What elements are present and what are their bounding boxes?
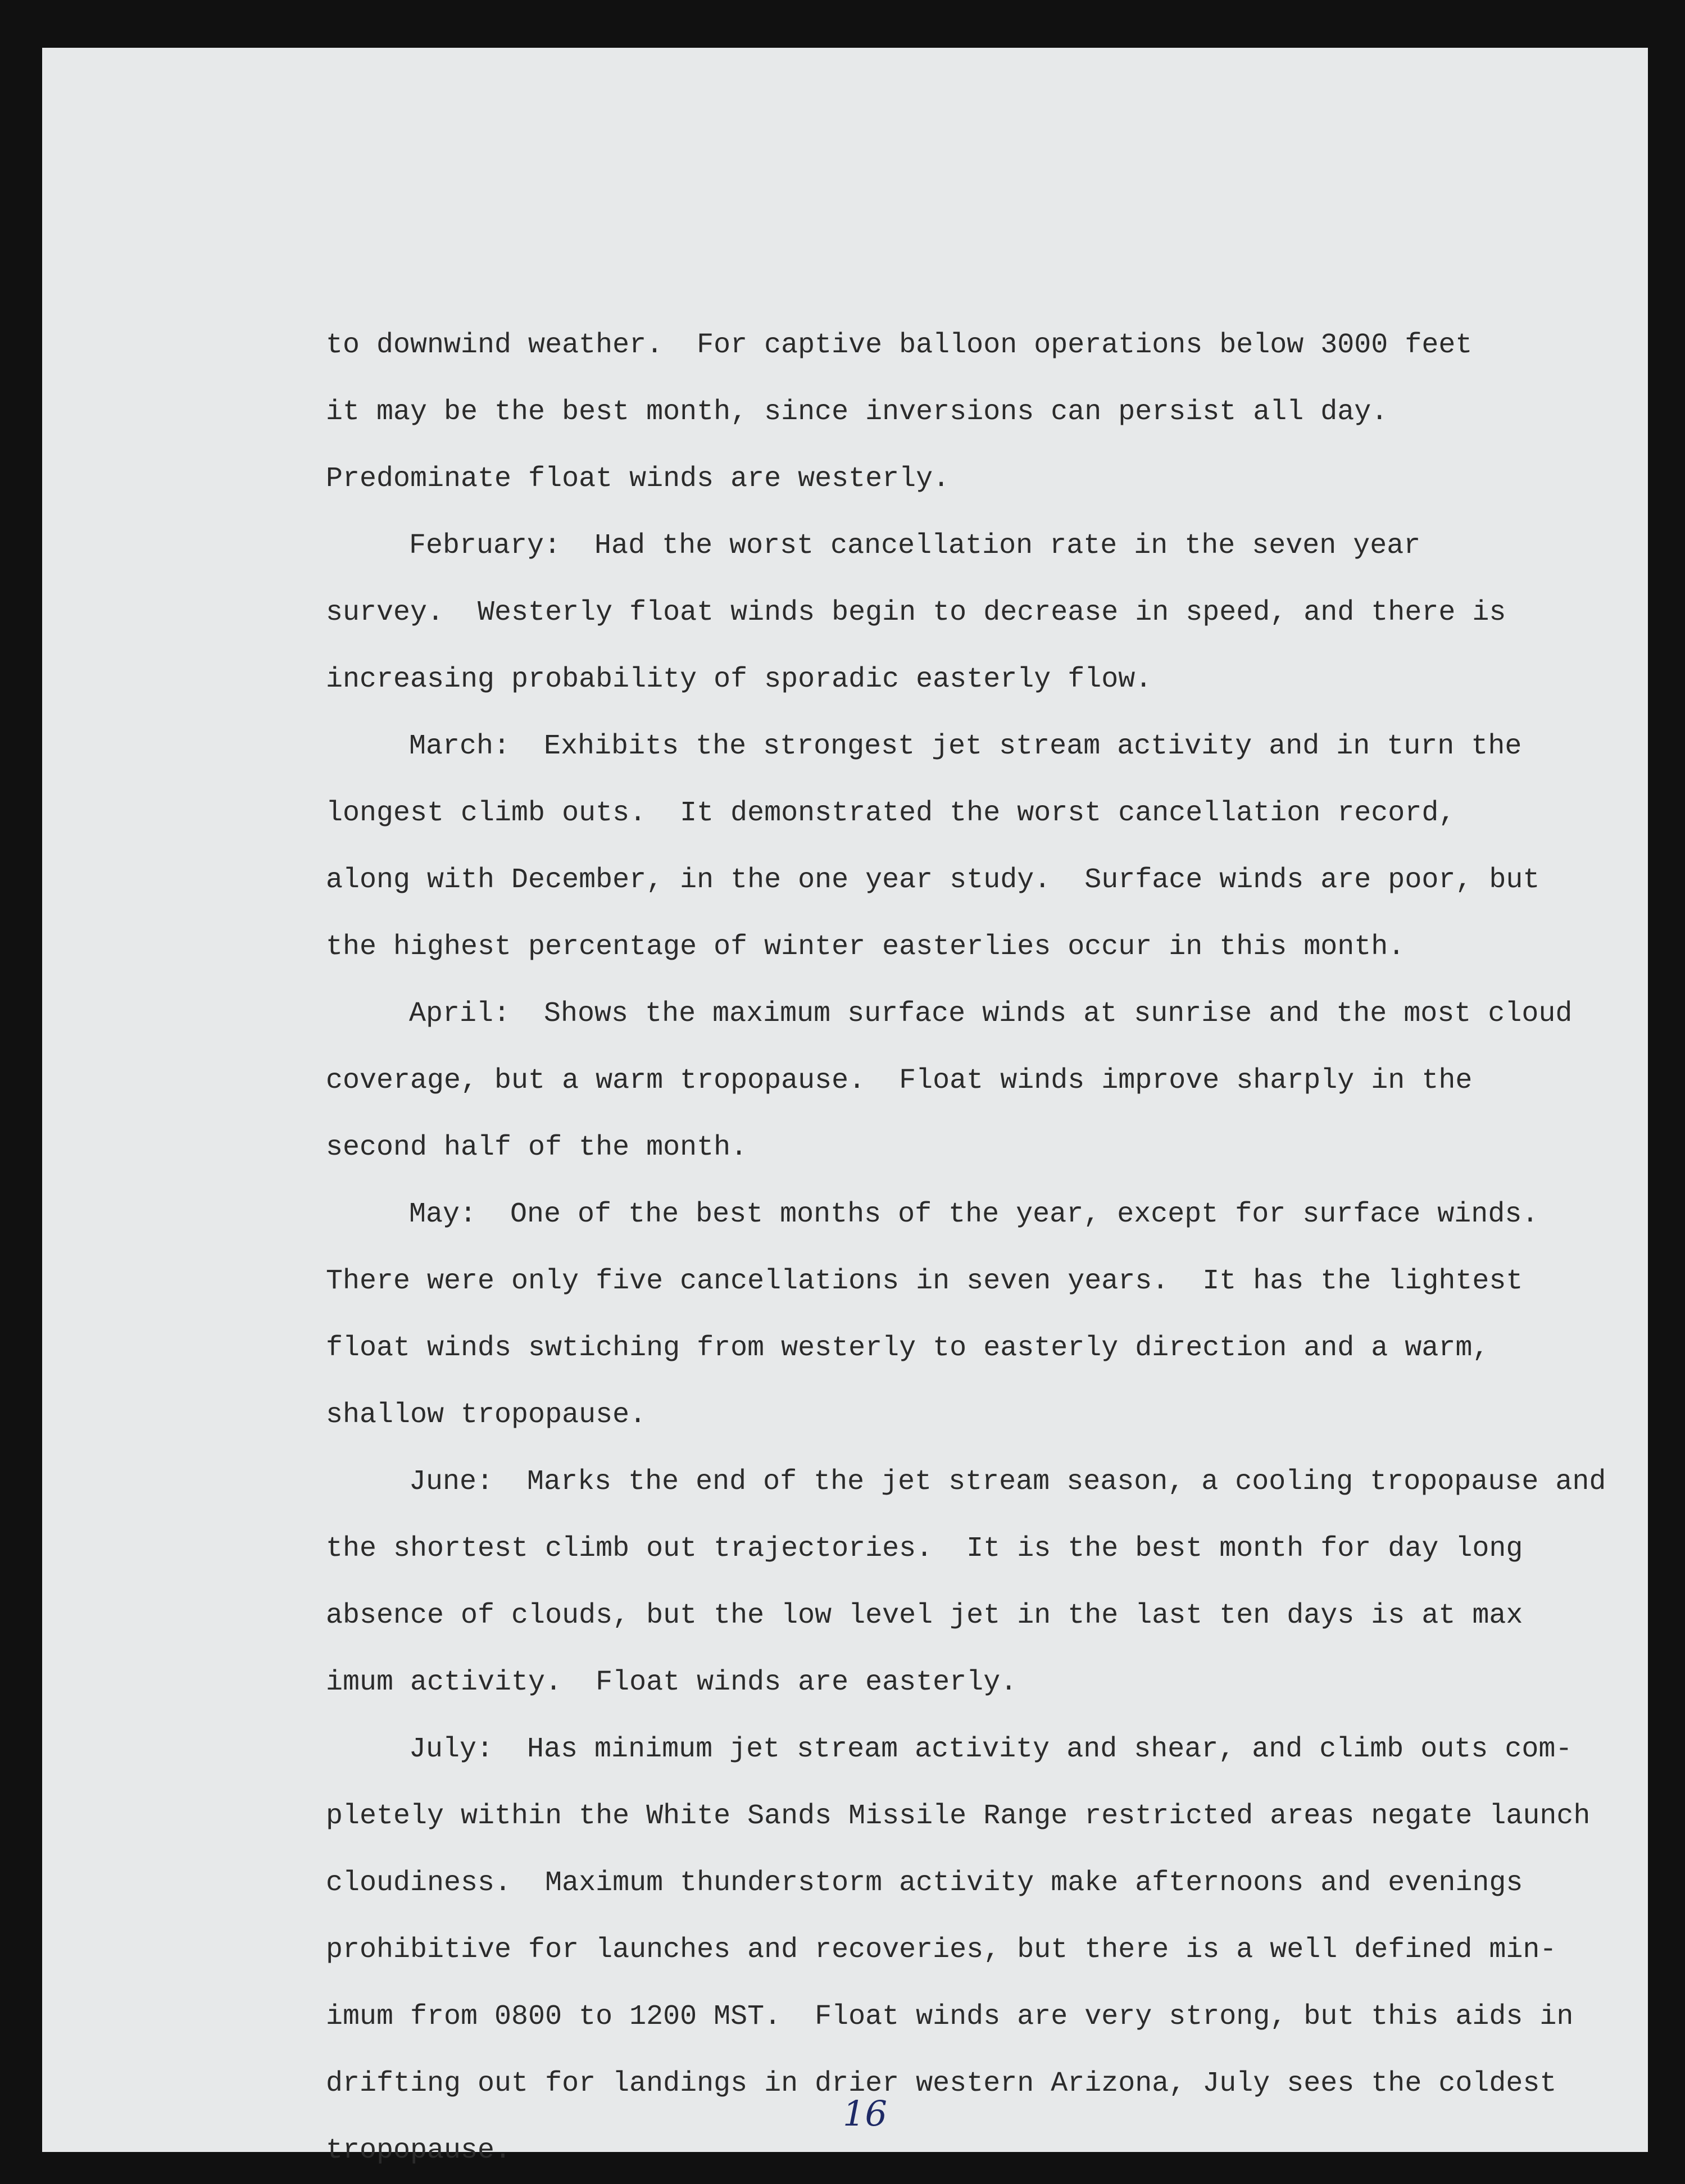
- text-line: imum activity. Float winds are easterly.: [326, 1667, 1018, 1699]
- text-line-february: February: Had the worst cancellation rate in the seven year: [409, 530, 1421, 562]
- body-text: [326, 312, 1618, 2184]
- text-line: prohibitive for launches and recoveries, but there is a well defined min-: [326, 1934, 1557, 1966]
- text-line-july: July: Has minimum jet stream activity and shear, and climb outs com-: [409, 1733, 1573, 1765]
- text-line: Predominate float winds are westerly.: [326, 463, 950, 495]
- text-line: to downwind weather. For captive balloon operations below 3000 feet: [326, 329, 1473, 361]
- text-line: There were only five cancellations in seven years. It has the lightest: [326, 1265, 1523, 1297]
- text-line-june: June: Marks the end of the jet stream season, a cooling tropopause and: [409, 1466, 1606, 1498]
- text-line: the shortest climb out trajectories. It is the best month for day long: [326, 1533, 1523, 1565]
- text-line: coverage, but a warm tropopause. Float winds improve sharply in the: [326, 1065, 1473, 1097]
- text-line-may: May: One of the best months of the year, except for surface winds.: [409, 1198, 1539, 1231]
- text-line-march: March: Exhibits the strongest jet stream activity and in turn the: [409, 730, 1522, 762]
- text-line: shallow tropopause.: [326, 1399, 647, 1431]
- text-line: drifting out for landings in drier western Arizona, July sees the coldest: [326, 2068, 1557, 2100]
- document-page: [42, 48, 1648, 2167]
- text-line: tropopause.: [326, 2135, 512, 2167]
- text-line: absence of clouds, but the low level jet in the last ten days is at max: [326, 1600, 1523, 1632]
- text-line: longest climb outs. It demonstrated the worst cancellation record,: [326, 797, 1456, 829]
- text-line: survey. Westerly float winds begin to decrease in speed, and there is: [326, 597, 1506, 629]
- text-line: the highest percentage of winter easterlies occur in this month.: [326, 931, 1405, 963]
- text-line: pletely within the White Sands Missile Range restricted areas negate launch: [326, 1800, 1591, 1832]
- text-line: cloudiness. Maximum thunderstorm activity make afternoons and evenings: [326, 1867, 1523, 1899]
- page-number: 16: [843, 2093, 887, 2134]
- text-line: increasing probability of sporadic easterly flow.: [326, 664, 1152, 696]
- text-line: second half of the month.: [326, 1132, 748, 1164]
- text-line: imum from 0800 to 1200 MST. Float winds are very strong, but this aids in: [326, 2001, 1574, 2033]
- text-line: it may be the best month, since inversions can persist all day.: [326, 396, 1388, 428]
- text-line: along with December, in the one year study. Surface winds are poor, but: [326, 864, 1540, 896]
- text-line-april: April: Shows the maximum surface winds at sunrise and the most cloud: [409, 998, 1573, 1030]
- text-line: float winds swtiching from westerly to easterly direction and a warm,: [326, 1332, 1489, 1364]
